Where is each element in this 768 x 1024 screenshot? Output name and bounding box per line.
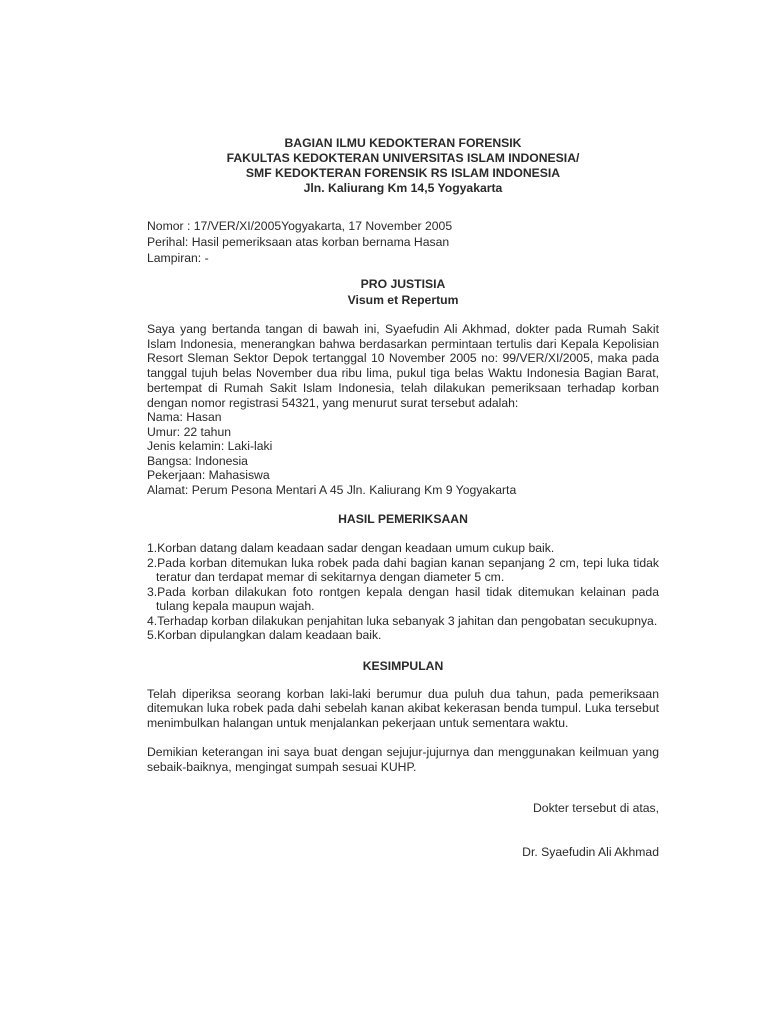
letter-subject: Perihal: Hasil pemeriksaan atas korban bernama Hasan [147,235,450,249]
identity-address: Alamat: Perum Pesona Mentari A 45 Jln. Kaliurang Km 9 Yogyakarta [147,482,517,497]
section-title-hasil: HASIL PEMERIKSAAN [338,512,468,527]
list-item: 5.Korban dipulangkan dalam keadaan baik. [147,628,382,643]
list-item: 2.Pada korban ditemukan luka robek pada dahi bagian kanan sepanjang 2 cm, tepi luka tidak teratur dan terdapat memar di sekitarnya dengan diameter 5 cm. [147,555,659,585]
identity-name: Nama: Hasan [147,410,222,425]
victim-identity [147,410,659,497]
list-item: 3.Pada korban dilakukan foto rontgen kepala dengan hasil tidak ditemukan kelainan pada tulang kepala maupun wajah. [147,584,659,614]
signer-name: Dr. Syaefudin Ali Akhmad [522,845,659,860]
letter-attachment: Lampiran: - [147,251,209,265]
identity-nationality: Bangsa: Indonesia [147,453,248,468]
identity-occupation: Pekerjaan: Mahasiswa [147,468,270,483]
letterhead-faculty: FAKULTAS KEDOKTERAN UNIVERSITAS ISLAM INDONESIA/ [226,151,580,165]
title-visum: Visum et Repertum [347,293,459,307]
document-title [147,276,659,308]
identity-age: Umur: 22 tahun [147,424,232,439]
identity-sex: Jenis kelamin: Laki-laki [147,439,273,454]
signoff-text: Dokter tersebut di atas, [533,801,659,816]
letter-meta [147,218,659,266]
intro-paragraph: Saya yang bertanda tangan di bawah ini, Syaefudin Ali Akhmad, dokter pada Rumah Sakit Islam Indonesia, menerangkan bahwa berdasarkan permintaan tertulis dari Kepala Kepolisian Resort Sleman Sektor Depok tertanggal 10 November 2005 no: 99/VER/XI/2005, maka pada tanggal tujuh belas November dua ribu lima, pukul tiga belas Waktu Indonesia Bagian Barat, bertempat di Rumah Sakit Islam Indonesia, telah dilakukan pemeriksaan terhadap korban dengan nomor registrasi 54321, yang menurut surat tersebut adalah: [147,322,659,410]
closing-paragraph: Demikian keterangan ini saya buat dengan sejujur-jujurnya dan menggunakan keilmuan yang sebaik-baiknya, mengingat sumpah sesuai KUHP. [147,744,659,774]
letterhead-department: BAGIAN ILMU KEDOKTERAN FORENSIK [284,136,522,150]
conclusion-paragraph: Telah diperiksa seorang korban laki-laki berumur dua puluh dua tahun, pada pemeriksaan ditemukan luka robek pada dahi sebelah kanan akibat kekerasan benda tumpul. Luka tersebut menimbulkan halangan untuk menjalankan pekerjaan untuk sementara waktu. [147,686,659,731]
title-pro-justisia: PRO JUSTISIA [360,277,446,291]
letterhead-smf: SMF KEDOKTERAN FORENSIK RS ISLAM INDONESIA [245,166,561,180]
list-item: 1.Korban datang dalam keadaan sadar dengan keadaan umum cukup baik. [147,541,555,556]
document-page [147,136,659,860]
letter-number-date: Nomor : 17/VER/XI/2005Yogyakarta, 17 November 2005 [147,219,453,233]
letterhead [147,136,659,196]
findings-list [147,541,659,643]
letterhead-address: Jln. Kaliurang Km 14,5 Yogyakarta [303,181,503,195]
list-item: 4.Terhadap korban dilakukan penjahitan luka sebanyak 3 jahitan dan pengobatan secukupnya. [147,613,658,628]
section-title-kesimpulan: KESIMPULAN [362,658,444,673]
